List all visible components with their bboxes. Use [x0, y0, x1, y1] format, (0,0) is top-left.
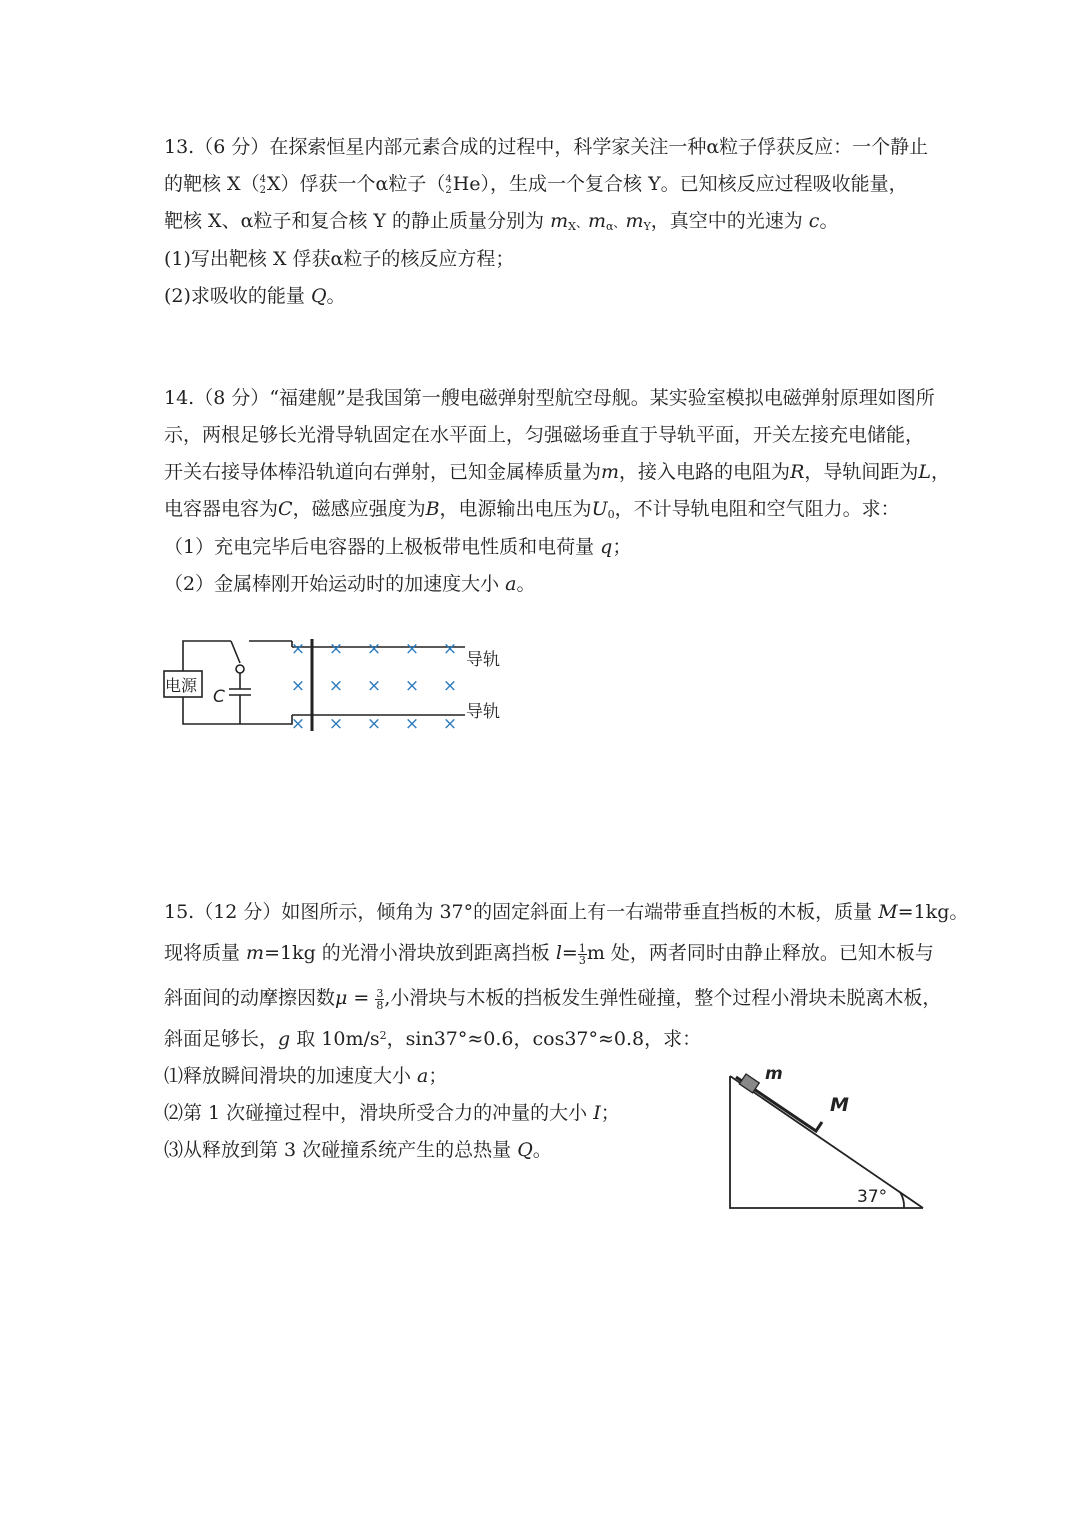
q14-text: 开关右接导体棒沿轨道向右弹射，已知金属棒质量为	[164, 461, 602, 483]
atomic-number: 2	[445, 185, 452, 196]
denominator: 8	[376, 998, 384, 1012]
field-mark: ×	[404, 676, 420, 696]
sub-x: X	[568, 220, 576, 233]
var-c: c	[808, 210, 820, 232]
var-m: m	[587, 210, 606, 232]
q15-text: 取 10m/s	[290, 1028, 380, 1050]
sub-y: Y	[643, 220, 651, 233]
var-m: m	[601, 461, 620, 483]
nuclide-symbol: He	[452, 173, 481, 195]
field-mark: ×	[328, 676, 344, 696]
nuclide-symbol: X	[266, 173, 281, 195]
q14-text: ，不计导轨电阻和空气阻力。求：	[614, 498, 900, 520]
var-l: l	[555, 942, 562, 964]
sub-0: 0	[607, 508, 615, 521]
q14-text: 。	[516, 573, 536, 595]
field-mark: ×	[442, 639, 458, 659]
q15-line-2	[164, 938, 934, 966]
field-mark: ×	[404, 714, 420, 734]
separator: 、	[613, 216, 626, 230]
field-mark: ×	[328, 714, 344, 734]
q14-text: ；	[612, 536, 632, 558]
q13-text: ，真空中的光速为	[650, 210, 809, 232]
field-mark: ×	[366, 639, 382, 659]
q13-text: 。	[819, 210, 839, 232]
q14-text: 电容器电容为	[164, 498, 279, 520]
var-u: U	[591, 498, 608, 520]
wire	[183, 641, 231, 671]
q13-text: ），生成一个复合核 Y。已知核反应过程吸收能量，	[480, 173, 908, 195]
q13-text: ）俘获一个α粒子（	[280, 173, 446, 195]
q15-text: m 处，两者同时由静止释放。已知木板与	[586, 942, 934, 964]
q15-line-6	[164, 1098, 620, 1125]
q13-text: 的靶核 X（	[164, 173, 260, 195]
field-mark: ×	[290, 714, 306, 734]
wire	[183, 697, 292, 724]
q14-line-6	[164, 569, 535, 596]
q15-text: ；	[600, 1102, 620, 1124]
q15-line-4	[164, 1024, 701, 1051]
var-c: C	[278, 498, 293, 520]
q15-text: 斜面足够长，	[164, 1028, 279, 1050]
q15-line-7	[164, 1135, 552, 1162]
var-b: B	[425, 498, 440, 520]
q13-line-5	[164, 281, 346, 308]
q14-line-4	[164, 494, 900, 521]
q13-line-2	[164, 169, 908, 196]
q15-text: =1kg 的光滑小滑块放到距离挡板	[264, 942, 556, 964]
q13-line-3	[164, 206, 838, 233]
rail-label-top: 导轨	[466, 650, 500, 670]
capacitor-label: C	[213, 687, 225, 707]
q13-text: 靶核 X、α粒子和复合核 Y 的静止质量分别为	[164, 210, 551, 232]
numerator: 3	[376, 986, 384, 1000]
var-m: m	[625, 210, 644, 232]
incline-slope	[730, 1076, 923, 1208]
atomic-number: 2	[259, 185, 266, 196]
var-m: m	[550, 210, 569, 232]
q14-text: ，接入电路的电阻为	[619, 461, 791, 483]
q14-line-5	[164, 532, 631, 559]
q14-text: ，导轨间距为	[804, 461, 919, 483]
sub-alpha: α	[605, 220, 614, 233]
mass-number: 4	[259, 174, 266, 185]
equals: =	[347, 987, 376, 1009]
magnetic-field-marks	[291, 639, 457, 734]
q14-text: （1）充电完毕后电容器的上极板带电性质和电荷量	[164, 536, 601, 558]
q15-line-5	[164, 1061, 447, 1088]
q14-line-3	[164, 457, 950, 484]
mass-number: 4	[445, 174, 452, 185]
nuclide-x	[260, 174, 281, 196]
q15-line-3	[164, 983, 941, 1011]
q14-text: ，电源输出电压为	[439, 498, 592, 520]
var-q: Q	[310, 285, 327, 307]
field-mark: ×	[366, 714, 382, 734]
q14-text: （2）金属棒刚开始运动时的加速度大小	[164, 573, 506, 595]
q15-line-1	[164, 897, 968, 924]
q15-text: ；	[428, 1065, 448, 1087]
q14-line-2: 示，两根足够长光滑导轨固定在水平面上，匀强磁场垂直于导轨平面，开关左接充电储能，	[164, 424, 925, 446]
q13-line-4: (1)写出靶核 X 俘获α粒子的核反应方程；	[164, 248, 515, 270]
q13-text: 。	[326, 285, 346, 307]
equals: =	[561, 942, 578, 964]
nuclide-he	[445, 174, 480, 196]
field-mark: ×	[442, 676, 458, 696]
q15-text: 斜面间的动摩擦因数	[164, 987, 336, 1009]
q15-text: ⑴释放瞬间滑块的加速度大小	[164, 1065, 418, 1087]
rail-label-bottom: 导轨	[466, 702, 500, 722]
field-mark: ×	[290, 639, 306, 659]
var-q: q	[600, 536, 613, 558]
exponent: 2	[379, 1029, 387, 1042]
circuit-diagram	[155, 625, 525, 740]
q14-text: ，	[931, 461, 951, 483]
numerator: 1	[578, 941, 586, 955]
field-mark: ×	[442, 714, 458, 734]
var-a: a	[505, 573, 517, 595]
var-g: g	[278, 1028, 291, 1050]
q15-text: =1kg。	[897, 901, 969, 923]
var-r: R	[790, 461, 805, 483]
separator: 、	[575, 216, 588, 230]
q13-line-1: 13.（6 分）在探索恒星内部元素合成的过程中，科学家关注一种α粒子俘获反应：一个静止	[164, 136, 929, 158]
q15-text: 现将质量	[164, 942, 247, 964]
block-label: m	[765, 1064, 783, 1084]
q15-text: 。	[532, 1139, 552, 1161]
board-label: M	[830, 1094, 849, 1116]
field-mark: ×	[328, 639, 344, 659]
field-mark: ×	[404, 639, 420, 659]
var-l: L	[918, 461, 932, 483]
q15-text: ,小滑块与木板的挡板发生弹性碰撞，整个过程小滑块未脱离木板，	[384, 987, 942, 1009]
q14-line-1: 14.（8 分）“福建舰”是我国第一艘电磁弹射型航空母舰。某实验室模拟电磁弹射原理如图所	[164, 387, 935, 409]
switch-pivot	[236, 665, 244, 673]
fraction-one-third	[578, 943, 587, 966]
q13-text: (2)求吸收的能量	[164, 285, 311, 307]
q15-text: ，sin37°≈0.6，cos37°≈0.8，求：	[386, 1028, 702, 1050]
power-source-label: 电源	[165, 676, 198, 695]
var-mu: μ	[335, 987, 348, 1009]
switch-blade	[231, 641, 240, 663]
angle-label: 37°	[857, 1187, 888, 1207]
incline-diagram	[720, 1060, 935, 1220]
denominator: 3	[578, 953, 586, 967]
q15-text: 15.（12 分）如图所示，倾角为 37°的固定斜面上有一右端带垂直挡板的木板，质量	[164, 901, 879, 923]
q14-text: ，磁感应强度为	[292, 498, 426, 520]
var-big-m: M	[878, 901, 898, 923]
q15-text: ⑵第 1 次碰撞过程中，滑块所受合力的冲量的大小	[164, 1102, 594, 1124]
var-q: Q	[517, 1139, 533, 1161]
field-mark: ×	[366, 676, 382, 696]
field-mark: ×	[290, 676, 306, 696]
var-i: I	[593, 1102, 601, 1124]
q15-text: ⑶从释放到第 3 次碰撞系统产生的总热量	[164, 1139, 518, 1161]
var-a: a	[417, 1065, 429, 1087]
var-m: m	[246, 942, 265, 964]
